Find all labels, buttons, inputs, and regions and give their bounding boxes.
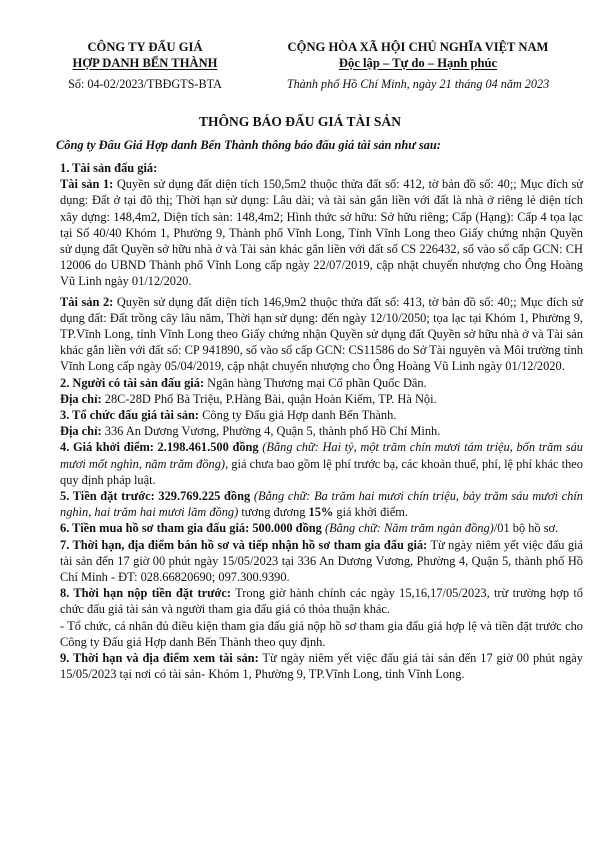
document-number: Số: 04-02/2023/TBĐGTS-BTA (68, 77, 222, 91)
organization-address: 336 An Dương Vương, Phường 4, Quận 5, thành phố Hồ Chí Minh. (101, 424, 441, 439)
issuer-block (40, 40, 250, 92)
starting-price-note: , giá chưa bao gồm lệ phí trước bạ, các khoản thuế, phí, lệ phí khác theo quy định pháp luật. (60, 456, 584, 487)
asset-2-label: Tài sản 2: (60, 294, 114, 309)
dossier-fee-unit: /01 bộ hồ sơ. (493, 521, 559, 536)
issuer-name-line1: CÔNG TY ĐẤU GIÁ (87, 40, 203, 54)
deposit-amount: 329.769.225 đồng (154, 489, 251, 504)
issuer-name-line2: HỢP DANH BẾN THÀNH (72, 55, 218, 70)
asset-1-description: Quyền sử dụng đất diện tích 150,5m2 thuộc thửa đất số: 412, tờ bản đồ số: 40;; Mục đích sử dụng: Đất ở tại đô thị; Thời hạn sử dụng: Lâu dài; và tài sản gắn liền với đất là nhà ở riêng lẻ diện tích xây dựng: 148,4m2, Diện tích sàn: 148,4m2; Hình thức sở hữu: Sở hữu riêng; Cấp (Hạng): Cấp 4 tọa lạc tại Số 40/40 Khóm 1, Phường 9, Thành phố Vĩnh Long, Tỉnh Vĩnh Long theo Giấy chứng nhận Quyền sử dụng đất Quyền sở hữu nhà ở và Tài sản khác gắn liền với đất số CS 226432, số vào sổ cấp GCN: CH 12006 do UBND Thành phố Vĩnh Long cấp ngày 22/07/2019, cập nhật chuyển nhượng cho Ông Hoàng Vũ Linh ngày 01/12/2020. (60, 177, 584, 289)
deposit-in-words: (Bằng chữ: Ba trăm hai mươi chín triệu, bảy trăm sáu mươi chín nghìn, hai trăm hai mươi lăm đồng) (60, 489, 583, 520)
document-body (60, 160, 583, 683)
section-5-paragraph (60, 488, 583, 520)
national-motto-block (258, 40, 578, 92)
owner-address: 28C-28D Phố Bà Triệu, P.Hàng Bài, quận Hoàn Kiếm, TP. Hà Nội. (101, 391, 437, 406)
dossier-fee-in-words: (Bằng chữ: Năm trăm ngàn đồng) (321, 521, 494, 536)
national-motto: Độc lập – Tự do – Hạnh phúc (338, 55, 498, 70)
section-3-title: 3. Tổ chức đấu giá tài sản: (60, 408, 200, 423)
asset-1-label: Tài sản 1: (60, 177, 114, 192)
section-1-title: 1. Tài sản đấu giá: (60, 161, 158, 175)
starting-price: 2.198.461.500 đồng (153, 440, 259, 455)
section-9-paragraph (60, 650, 583, 682)
asset-1-paragraph (60, 176, 583, 289)
section-8-title: 8. Thời hạn nộp tiền đặt trước: (60, 586, 232, 601)
owner-address-line (60, 391, 583, 407)
section-5-title: 5. Tiền đặt trước: (60, 489, 155, 504)
organization-address-line (60, 423, 583, 439)
section-4-paragraph (60, 439, 583, 488)
section-7-title: 7. Thời hạn, địa điểm bán hồ sơ và tiếp nhận hồ sơ tham gia đấu giá: (60, 537, 428, 552)
auction-organization: Công ty Đấu giá Hợp danh Bến Thành. (199, 408, 397, 423)
organization-address-label: Địa chỉ: (60, 424, 102, 439)
section-7-paragraph (60, 537, 583, 586)
section-6-title: 6. Tiền mua hồ sơ tham gia đấu giá: (60, 521, 250, 536)
section-1-heading (60, 160, 583, 176)
deposit-payment-period: Trong giờ hành chính các ngày 15,16,17/05/2023, trừ trường hợp tổ chức đấu giá tài sản và người tham gia đấu giá có thỏa thuận khác. (60, 586, 583, 617)
asset-viewing-details: Từ ngày niêm yết việc đấu giá tài sản đến 17 giờ 00 phút ngày 15/05/2023 tại nơi có tài sản- Khóm 1, Phường 9, TP.Vĩnh Long, tỉnh Vĩnh Long. (60, 651, 583, 682)
starting-price-in-words: (Bằng chữ: Hai tỷ, một trăm chín mươi tám triệu, bốn trăm sáu mươi mốt nghìn, năm trăm đồng) (60, 440, 583, 471)
deposit-percentage: 15% (308, 505, 334, 520)
asset-owner: Ngân hàng Thương mại Cổ phần Quốc Dân. (204, 375, 427, 390)
dossier-sale-details: Từ ngày niêm yết việc đấu giá tài sản đến 17 giờ 00 phút ngày 15/05/2023 tại 336 An Dương Vương, Phường 4, Quận 5, thành phố Hồ Chí Minh - ĐT: 028.66820690; 097.300.9390. (60, 537, 583, 585)
place-and-date: Thành phố Hồ Chí Minh, ngày 21 tháng 04 năm 2023 (286, 77, 550, 91)
owner-address-label: Địa chỉ: (60, 391, 102, 406)
asset-2-description: Quyền sử dụng đất diện tích 146,9m2 thuộc thửa đất số: 413, tờ bản đồ số: 40;; Mục đích sử dụng đất: Đất trồng cây lâu năm, Thời hạn sử dụng: đến ngày 12/10/2050; tọa lạc tại Khóm 1, Phường 9, TP.Vĩnh Long, tỉnh Vĩnh Long theo Giấy chứng nhận Quyền sử dụng đất Quyền sở hữu nhà ở và Tài sản khác gắn liền với đất số: CP 941890, số vào sổ cấp GCN: CS11586 do Sở Tài nguyên và Môi trường tỉnh Vĩnh Long cấp ngày 05/04/2019, cập nhật chuyển nhượng cho Ông Hoàng Vũ Linh ngày 01/12/2020. (60, 294, 584, 374)
deposit-equivalent-text: tương đương (238, 505, 309, 520)
nation-name: CỘNG HÒA XÃ HỘI CHỦ NGHĨA VIỆT NAM (287, 40, 549, 54)
section-4-title: 4. Giá khởi điểm: (60, 440, 154, 455)
section-2-title: 2. Người có tài sản đấu giá: (60, 375, 205, 390)
document-header (40, 40, 570, 110)
dossier-fee: 500.000 đồng (249, 521, 322, 536)
section-3-paragraph (60, 407, 583, 423)
section-6-paragraph (60, 520, 583, 536)
section-2-paragraph (60, 375, 583, 391)
document-title: THÔNG BÁO ĐẤU GIÁ TÀI SẢN (199, 114, 401, 129)
intro-statement: Công ty Đấu Giá Hợp danh Bến Thành thông báo đấu giá tài sản như sau: (56, 138, 441, 152)
section-9-title: 9. Thời hạn và địa điểm xem tài sản: (60, 651, 259, 666)
section-8-paragraph (60, 585, 583, 617)
section-8-note: - Tổ chức, cá nhân đủ điều kiện tham gia đấu giá nộp hồ sơ tham gia đấu giá hợp lệ và tiền đặt trước cho Công ty Đấu giá Hợp danh Bến Thành theo quy định. (60, 618, 583, 649)
deposit-end-text: giá khởi điểm. (333, 505, 408, 520)
asset-2-paragraph (60, 294, 583, 375)
